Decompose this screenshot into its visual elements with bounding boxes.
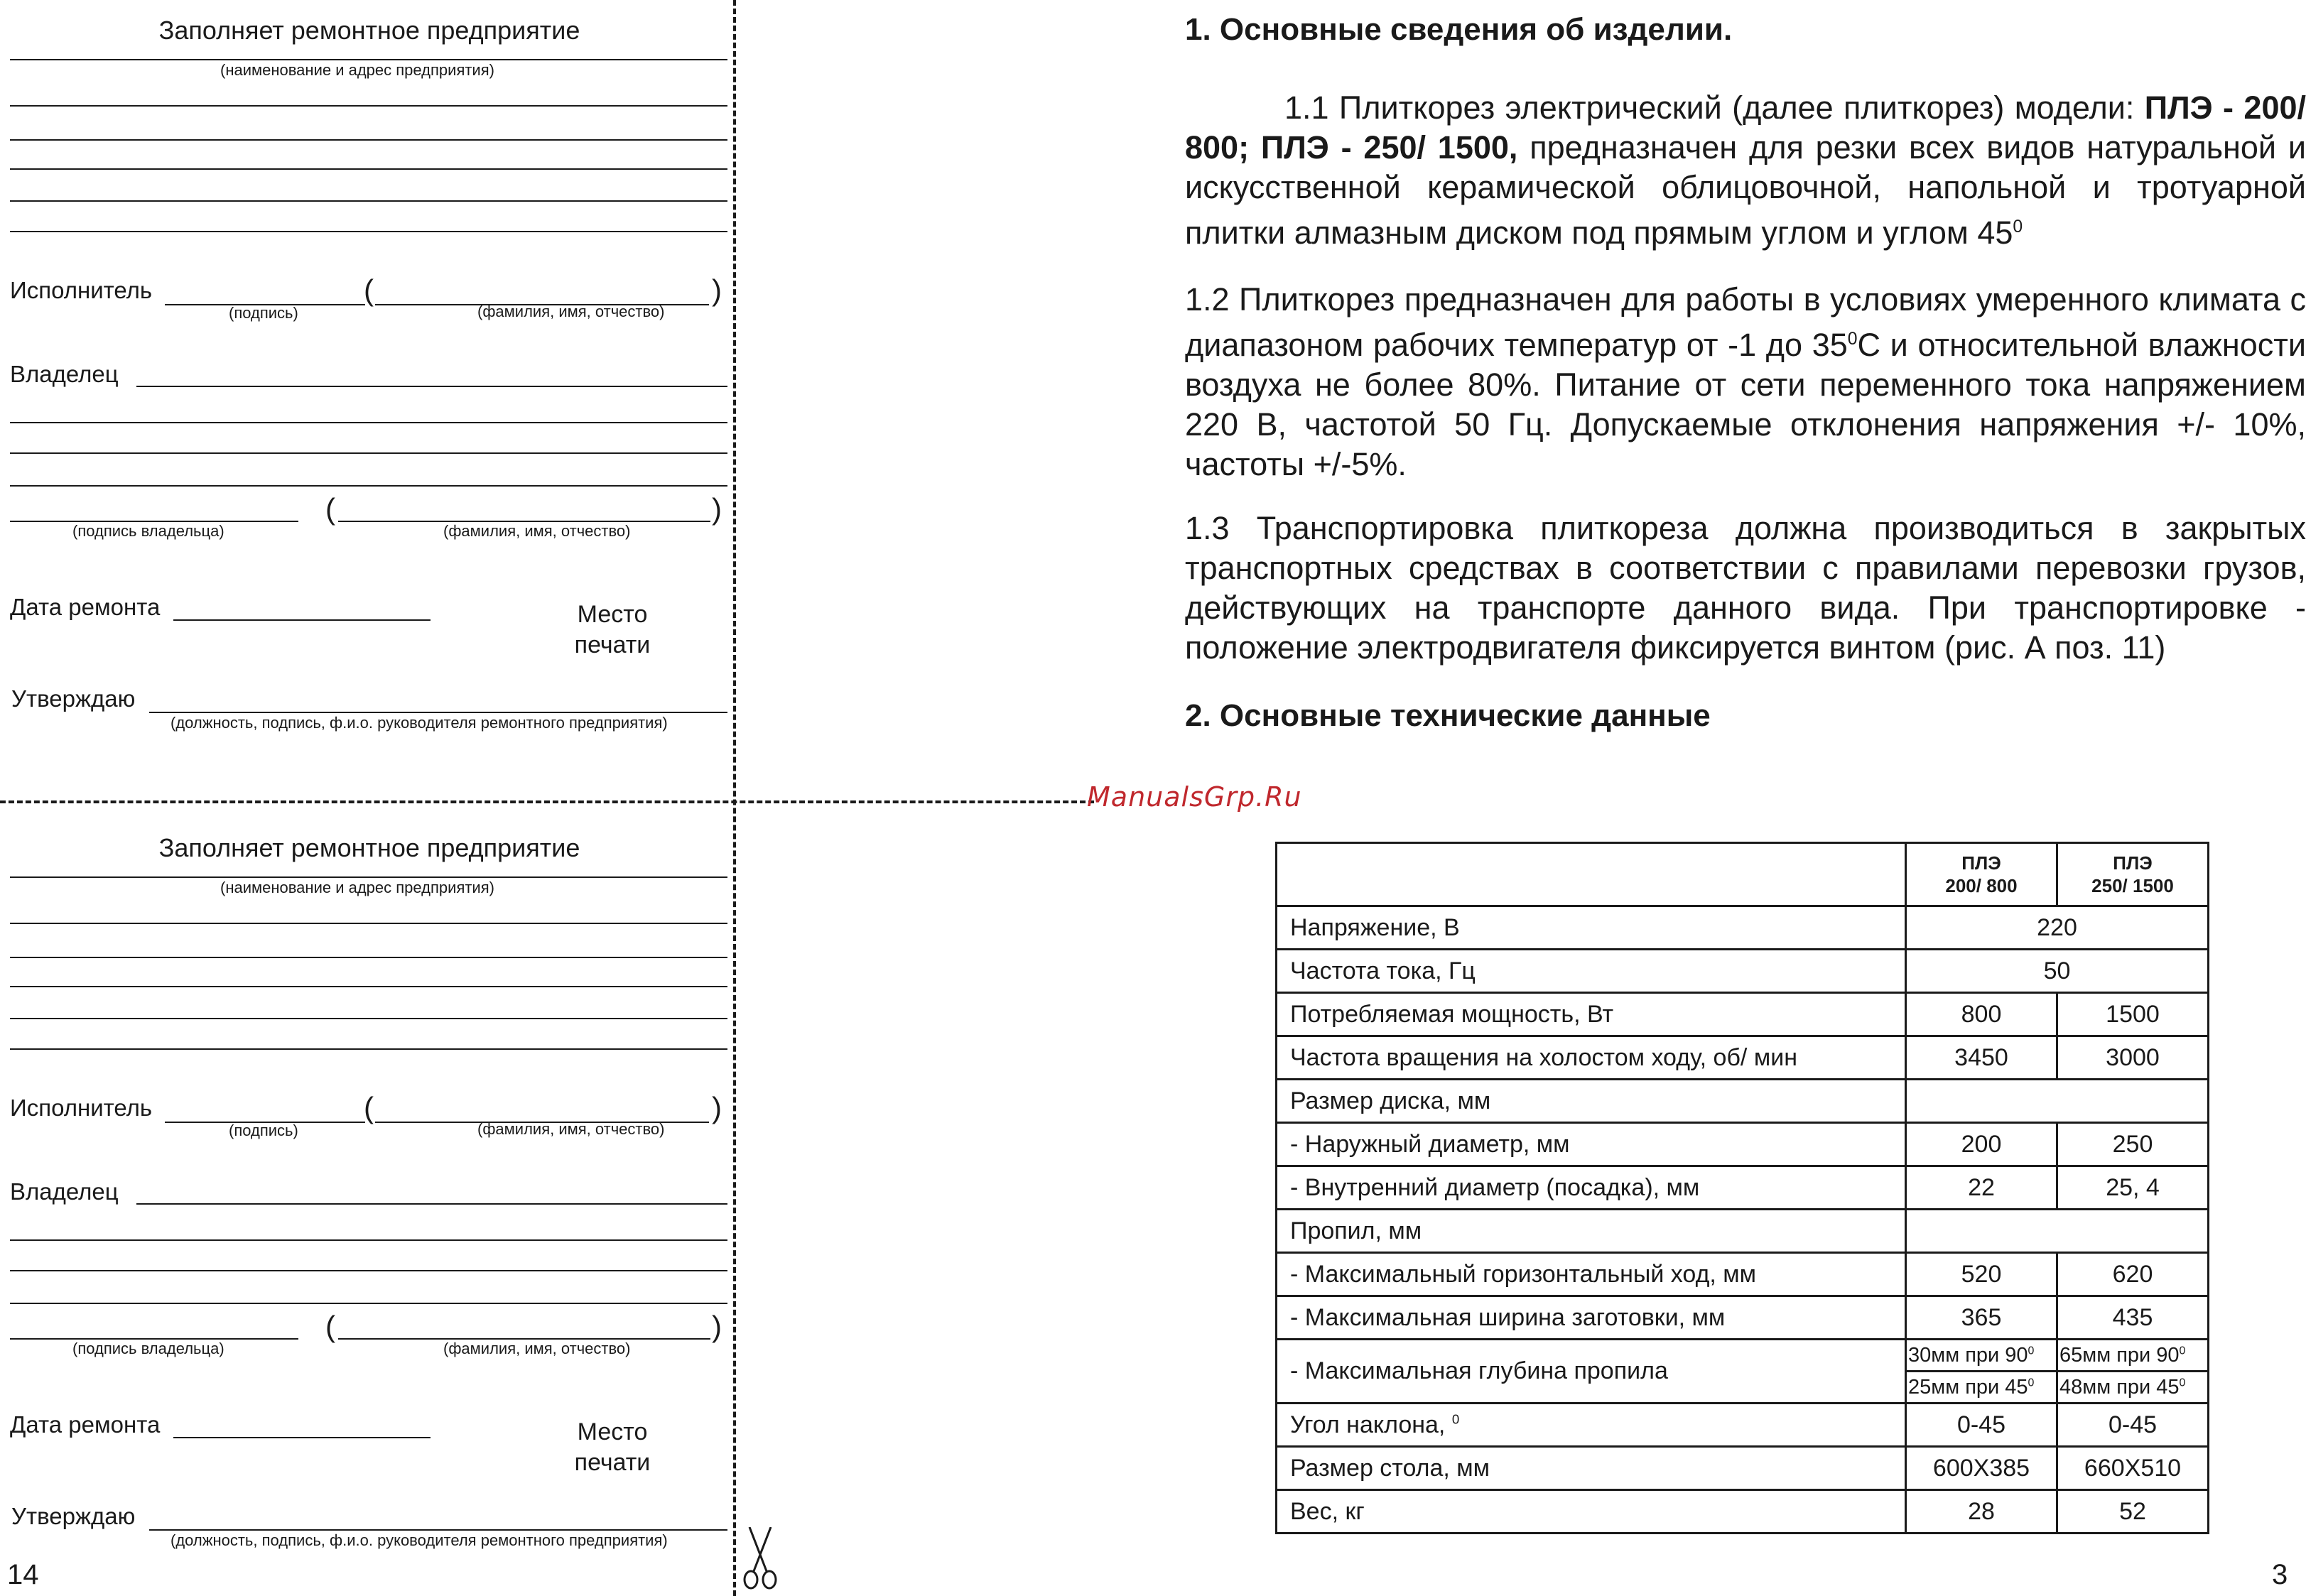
table-row: Потребляемая мощность, Вт 800 1500	[1277, 993, 2209, 1036]
close-paren: )	[712, 1091, 722, 1124]
paragraph-1-2: 1.2 Плиткорез предназначен для работы в условиях умеренного климата с диапазоном рабочих температур от -1 до $35^0С$ и относительной влажности воздуха не более 80%. Питание от сети переменного тока напряжением 220 В, частотой 50 Гц. Допускаемые отклонения напряжения +/- 10%, частоты +/-5%.	[1185, 281, 2306, 482]
table-row: - Максимальная ширина заготовки, мм 365 435	[1277, 1296, 2209, 1340]
executor-label: Исполнитель	[10, 1095, 153, 1121]
owner-fio-caption: (фамилия, имя, отчество)	[443, 1340, 631, 1357]
signature-caption: (подпись)	[229, 304, 298, 322]
owner-signature-caption: (подпись владельца)	[72, 522, 224, 540]
executor-label: Исполнитель	[10, 277, 153, 303]
table-row: Вес, кг 28 52	[1277, 1490, 2209, 1533]
paragraph-1-3: 1.3 Транспортировка плиткореза должна производиться в закрытых транспортных средствах в соответствии с правилами перевозки грузов, действующих на транспорте данного вида. При транспортировке - положение электродвигателя фиксируется винтом (рис. А поз. 11)	[1185, 510, 2306, 666]
table-row: Напряжение, В 220	[1277, 906, 2209, 950]
watermark: ManualsGrp.Ru	[1087, 781, 1302, 813]
owner-label: Владелец	[10, 1178, 119, 1205]
approve-label: Утверждаю	[11, 685, 136, 712]
owner-fio-caption: (фамилия, имя, отчество)	[443, 522, 631, 540]
table-row: 25мм при $45^0$ 48мм при $45^0$	[1277, 1372, 2209, 1404]
close-paren: )	[712, 1310, 722, 1343]
table-row: - Внутренний диаметр (посадка), мм 22 25, 4	[1277, 1166, 2209, 1210]
open-paren: (	[325, 492, 335, 526]
open-paren: (	[325, 1310, 335, 1343]
open-paren: (	[364, 1091, 374, 1124]
section1-heading: 1. Основные сведения об изделии.	[1185, 12, 1733, 47]
repair-date-label: Дата ремонта	[10, 1411, 161, 1438]
table-row: - Максимальная глубина пропила 30мм при $90^0$ 65мм при $90^0$	[1277, 1340, 2209, 1372]
stamp-place: Место печати	[574, 1418, 651, 1476]
signature-caption: (подпись)	[229, 1122, 298, 1139]
page-number-left: 14	[7, 1559, 39, 1590]
open-paren: (	[364, 273, 374, 307]
form-title: Заполняет ремонтное предприятие	[158, 833, 580, 862]
table-row: - Максимальный горизонтальный ход, мм 520 620	[1277, 1253, 2209, 1296]
stamp-place: Место печати	[574, 601, 651, 658]
section2-heading: 2. Основные технические данные	[1185, 698, 1711, 733]
form-title: Заполняет ремонтное предприятие	[158, 16, 580, 45]
vertical-cut-line	[733, 0, 736, 1596]
enterprise-caption: (наименование и адрес предприятия)	[220, 879, 494, 896]
table-row: Частота вращения на холостом ходу, об/ мин 3450 3000	[1277, 1036, 2209, 1080]
close-paren: )	[712, 492, 722, 526]
table-row: Размер стола, мм 600Х385 660Х510	[1277, 1447, 2209, 1490]
approve-caption: (должность, подпись, ф.и.о. руководителя ремонтного предприятия)	[170, 714, 668, 732]
enterprise-caption: (наименование и адрес предприятия)	[220, 61, 494, 79]
approve-caption: (должность, подпись, ф.и.о. руководителя ремонтного предприятия)	[170, 1531, 668, 1549]
horizontal-cut-line	[0, 800, 1094, 803]
table-row: Частота тока, Гц 50	[1277, 950, 2209, 993]
page-number-right: 3	[2272, 1559, 2288, 1590]
scissors-icon	[742, 1527, 778, 1591]
table-row: Пропил, мм	[1277, 1210, 2209, 1253]
owner-signature-caption: (подпись владельца)	[72, 1340, 224, 1357]
table-row: - Наружный диаметр, мм 200 250	[1277, 1123, 2209, 1166]
table-row: Угол наклона, $^0$ 0-45 0-45	[1277, 1404, 2209, 1447]
spec-table	[1275, 842, 2209, 1534]
close-paren: )	[712, 273, 722, 307]
owner-label: Владелец	[10, 361, 119, 387]
table-row: Размер диска, мм	[1277, 1080, 2209, 1123]
repair-date-label: Дата ремонта	[10, 594, 161, 620]
table-header-row: ПЛЭ 200/ 800 ПЛЭ 250/ 1500	[1277, 843, 2209, 906]
approve-label: Утверждаю	[11, 1503, 136, 1529]
fio-caption: (фамилия, имя, отчество)	[477, 303, 665, 320]
fio-caption: (фамилия, имя, отчество)	[477, 1120, 665, 1138]
paragraph-1-1: 1.1 Плиткорез электрический (далее плиткорез) модели: ПЛЭ - 200/ 800; ПЛЭ - 250/ 1500, предназначен для резки всех видов натуральной и искусственной керамической облицовочной, напольной и тротуарной плитки алмазным диском под прямым углом и углом $45^0$	[1185, 89, 2306, 251]
